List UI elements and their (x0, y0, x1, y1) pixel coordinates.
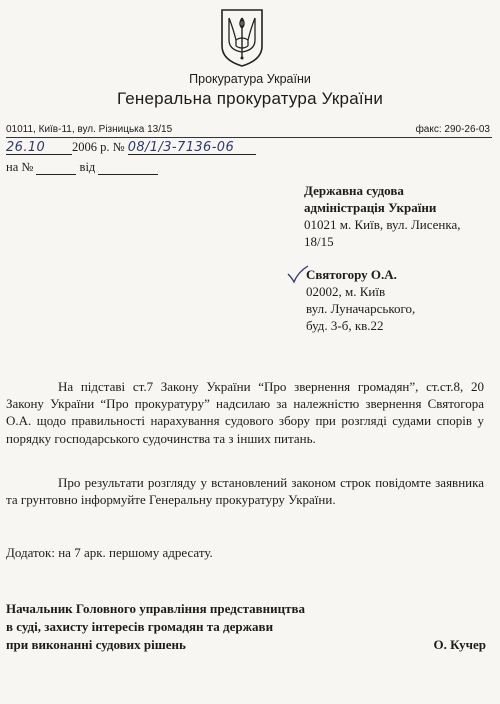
org-fax: факс: 290-26-03 (415, 124, 490, 135)
outgoing-date: 26.10 (6, 140, 72, 155)
org-address: 01011, Київ-11, вул. Різницька 13/15 (6, 124, 173, 135)
trident-emblem-icon (218, 6, 266, 68)
recipient-address: буд. 3-б, кв.22 (306, 318, 384, 333)
recipient-name: Святогору О.А. (306, 267, 397, 282)
body-paragraph: На підставі ст.7 Закону України “Про звернення громадян”, ст.ст.8, 20 Закону України “Про прокуратуру” надсилаю за належністю звернення Святогора О.А. щодо правильності нарахування судового збору при розгляді судами спорів у порядку господарського судочинства та з інших питань. (6, 379, 484, 446)
signature-block (6, 600, 305, 654)
reference-number-label: на № (6, 160, 34, 174)
reference-row (6, 160, 158, 175)
header-divider (6, 137, 492, 138)
signatory-name: О. Кучер (433, 637, 486, 652)
signatory-title: при виконанні судових рішень (6, 637, 186, 652)
attachment-note: Додаток: на 7 арк. першому адресату. (6, 545, 213, 560)
recipient-block (306, 266, 415, 334)
recipient-name: адміністрація України (304, 200, 437, 215)
org-title: Генеральна прокуратура України (116, 89, 384, 108)
recipient-address: вул. Луначарського, (306, 301, 416, 316)
outgoing-year-label: 2006 р. № (72, 140, 125, 154)
org-subtitle: Прокуратура України (189, 72, 311, 86)
outgoing-number: 08/1/3-7136-06 (128, 140, 256, 155)
recipient-address: 02002, м. Київ (306, 284, 386, 299)
signatory-title: в суді, захисту інтересів громадян та держави (6, 619, 274, 634)
recipient-name: Державна судова (304, 183, 404, 198)
body-paragraph: Про результати розгляду у встановлений законом строк повідомте заявника та грунтовно інформуйте Генеральну прокуратуру України. (6, 475, 484, 508)
recipient-address: 01021 м. Київ, вул. Лисенка, (304, 217, 461, 232)
signatory-title: Начальник Головного управління представництва (6, 601, 306, 616)
reference-date-label: від (79, 160, 96, 174)
recipient-address: 18/15 (304, 234, 334, 249)
recipient-block (304, 182, 461, 250)
reference-number-blank (36, 160, 76, 175)
registration-row (6, 140, 256, 155)
reference-date-blank (98, 160, 158, 175)
